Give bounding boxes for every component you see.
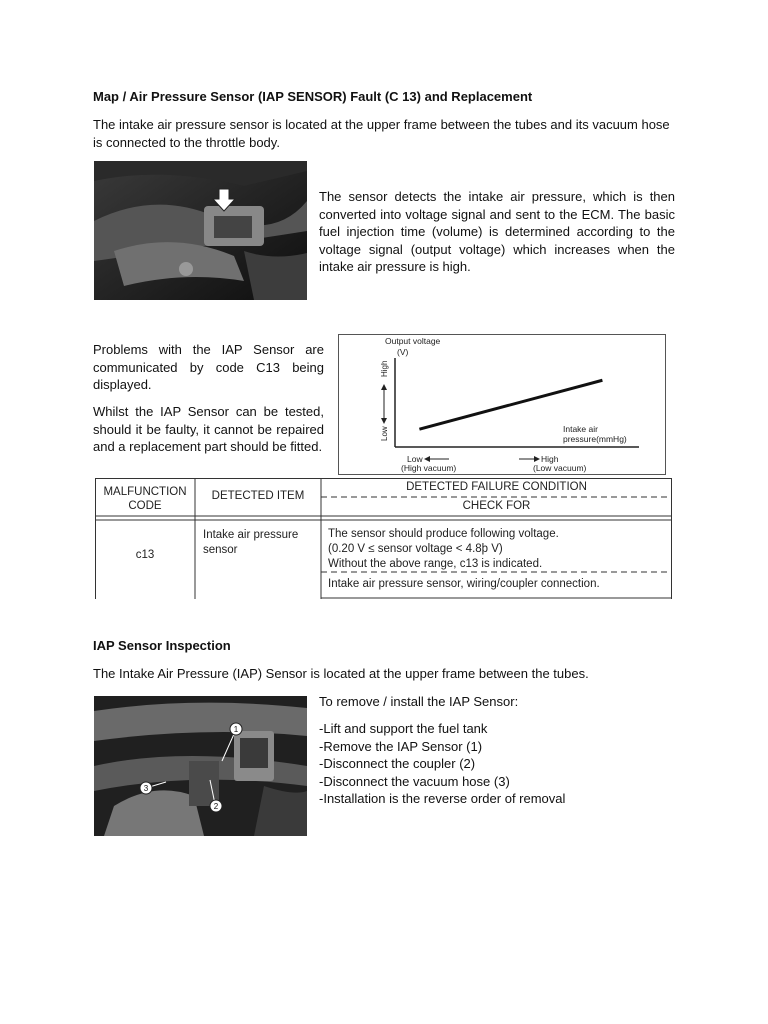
- table-header-code: MALFUNCTION CODE: [103, 486, 187, 512]
- step-item: - Disconnect the coupler (2): [319, 755, 565, 773]
- problems-paragraph: Problems with the IAP Sensor are communicated by code C13 being displayed.: [93, 342, 324, 392]
- output-voltage-graph: [338, 334, 666, 475]
- y-axis-unit: (V): [397, 347, 409, 357]
- table-cond-2: (0.20 V ≤ sensor voltage < 4.8þ V): [328, 543, 503, 555]
- x-tick-low: Low: [407, 454, 423, 464]
- removal-steps-list: [319, 720, 565, 808]
- step-item: - Remove the IAP Sensor (1): [319, 738, 565, 756]
- series-line: [419, 380, 602, 429]
- whilst-paragraph: Whilst the IAP Sensor can be tested, should it be faulty, it cannot be repaired and a replacement part should be fitted.: [93, 404, 324, 454]
- table-cell-code: c13: [135, 549, 155, 561]
- table-check: Intake air pressure sensor, wiring/coupler connection.: [328, 578, 600, 590]
- x-axis-title: Intake air: [563, 424, 598, 434]
- table-cond-1: The sensor should produce following voltage.: [328, 528, 559, 540]
- sensor-location-photo: [94, 161, 307, 300]
- table-header-item: DETECTED ITEM: [211, 490, 305, 502]
- section-title-iap-fault: Map / Air Pressure Sensor (IAP SENSOR) Fault (C 13) and Replacement: [93, 89, 533, 104]
- y-axis-title: Output voltage: [385, 336, 441, 346]
- sensor-description: The sensor detects the intake air pressure, which is then converted into voltage signal and sent to the ECM. The basic fuel injection time (volume) is determined according to the voltage signal (output voltage) which increases when the intake air pressure is high.: [319, 189, 675, 274]
- callout-2: 2: [213, 802, 219, 811]
- section-title-inspection: IAP Sensor Inspection: [93, 638, 231, 653]
- y-tick-low: Low: [380, 426, 389, 441]
- x-tick-high: High: [541, 454, 559, 464]
- sensor-removal-photo: [94, 696, 307, 836]
- inspection-intro: The Intake Air Pressure (IAP) Sensor is located at the upper frame between the tubes.: [93, 666, 589, 681]
- y-tick-high: High: [380, 360, 389, 377]
- remove-install-label: To remove / install the IAP Sensor:: [319, 694, 519, 709]
- step-item: - Lift and support the fuel tank: [319, 720, 565, 738]
- intro-paragraph: The intake air pressure sensor is located at the upper frame between the tubes and its vacuum hose is connected to the throttle body.: [93, 117, 670, 150]
- table-cond-3: Without the above range, c13 is indicated.: [328, 558, 543, 570]
- x-axis-unit: pressure(mmHg): [563, 434, 627, 444]
- malfunction-table: [95, 478, 672, 599]
- table-header-failure: DETECTED FAILURE CONDITION: [406, 481, 587, 493]
- callout-3: 3: [143, 784, 149, 793]
- callout-1: 1: [233, 725, 239, 734]
- step-item: - Installation is the reverse order of removal: [319, 790, 565, 808]
- x-tick-low-sub: (High vacuum): [401, 463, 457, 473]
- step-item: - Disconnect the vacuum hose (3): [319, 773, 565, 791]
- x-tick-high-sub: (Low vacuum): [533, 463, 587, 473]
- table-cell-item: Intake air pressure sensor: [203, 529, 299, 556]
- table-header-check: CHECK FOR: [462, 500, 531, 512]
